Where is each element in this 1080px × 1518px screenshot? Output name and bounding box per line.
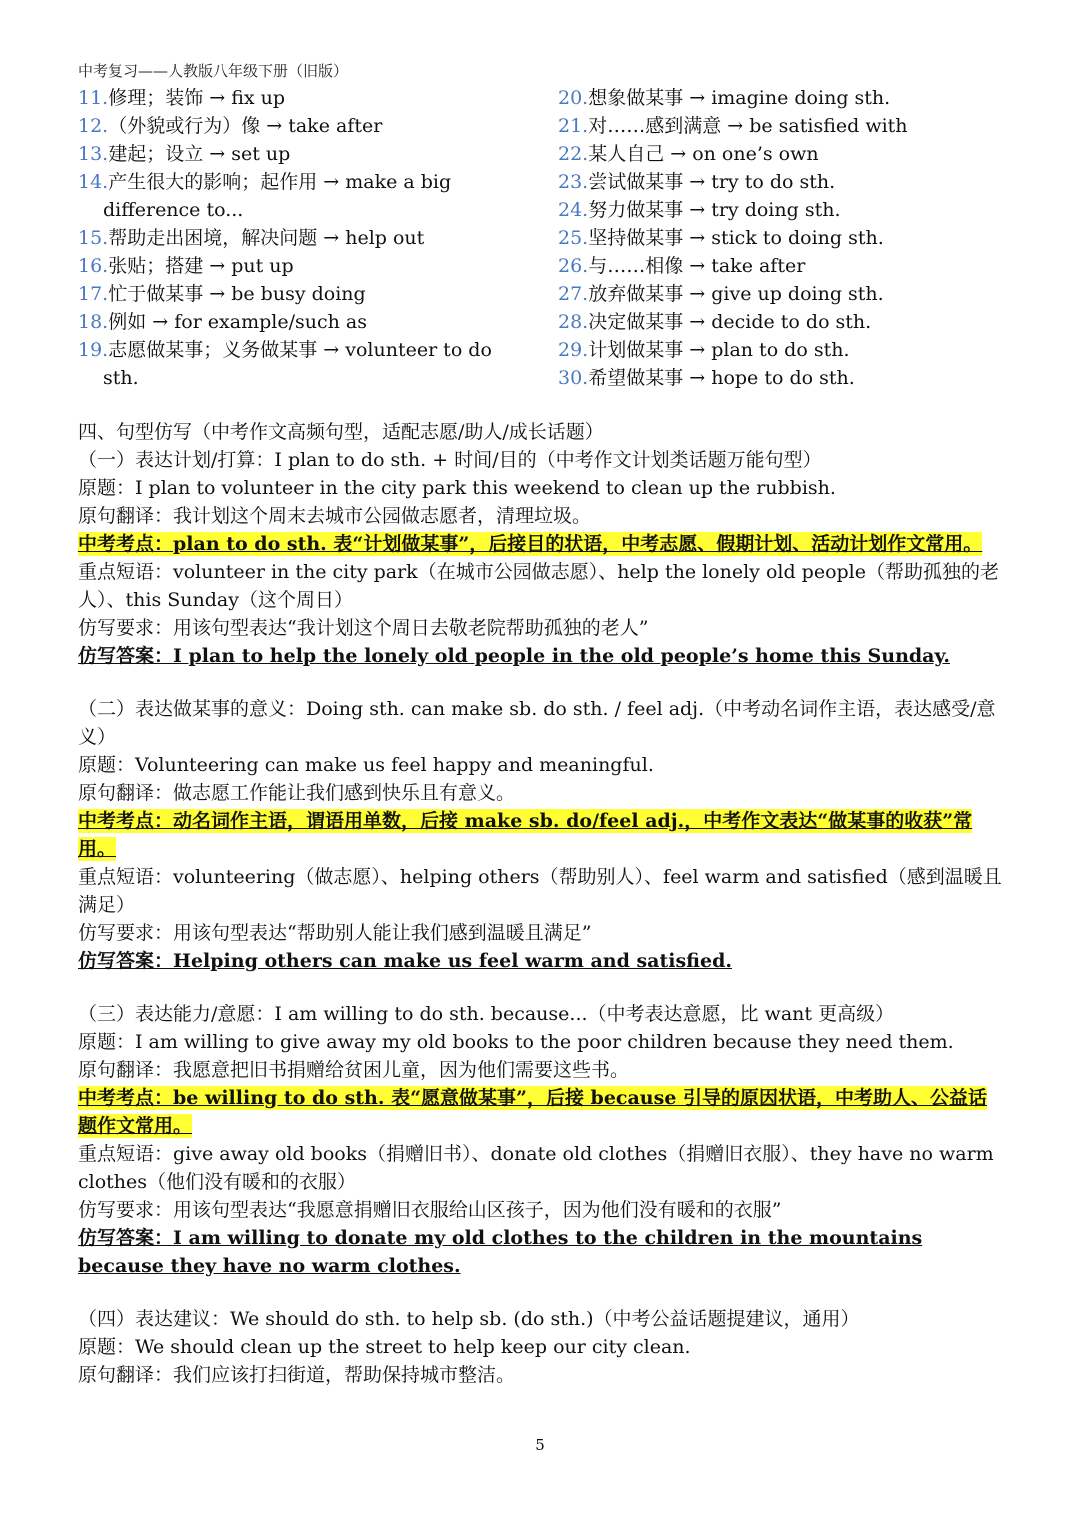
vocab-item [78,84,528,112]
item-text: （外貌或行为）像 → take after [108,115,383,137]
item-text: 坚持做某事 → stick to doing sth. [588,227,884,249]
item-number: 18. [78,311,109,333]
item-text: 建起；设立 → set up [108,143,291,165]
imitation-answer: 仿写答案：Helping others can make us feel warm and satisfied. [78,950,732,972]
vocab-item [558,308,1008,336]
item-number: 26. [558,255,589,277]
item-text: 想象做某事 → imagine doing sth. [588,87,891,109]
item-text: 志愿做某事；义务做某事 → volunteer to do sth. [103,339,492,389]
vocab-item [558,168,1008,196]
item-text: 与……相像 → take after [588,255,806,277]
subsection-heading: （二）表达做某事的意义：Doing sth. can make sb. do sth. / feel adj.（中考动名词作主语，表达感受/意义） [78,698,996,748]
vocab-item [558,336,1008,364]
item-text: 例如 → for example/such as [108,311,367,333]
item-text: 产生很大的影响；起作用 → make a big difference to... [103,171,452,221]
vocab-item [558,252,1008,280]
original-sentence: 原题：We should clean up the street to help keep our city clean. [78,1336,691,1358]
item-text: 张贴；搭建 → put up [108,255,294,277]
subsection-heading: （三）表达能力/意愿：I am willing to do sth. because...（中考表达意愿，比 want 更高级） [78,1003,895,1025]
item-number: 29. [558,339,589,361]
item-number: 22. [558,143,589,165]
item-number: 23. [558,171,589,193]
vocab-item [78,140,528,168]
item-number: 24. [558,199,589,221]
item-text: 修理；装饰 → fix up [108,87,286,109]
vocab-item [78,280,528,308]
vocab-item [558,140,1008,168]
original-translation: 原句翻译：我愿意把旧书捐赠给贫困儿童，因为他们需要这些书。 [78,1059,630,1081]
item-number: 28. [558,311,589,333]
subsection-1 [78,446,1003,670]
item-number: 30. [558,367,589,389]
page-header: 中考复习——人教版八年级下册（旧版） [78,62,349,80]
item-text: 帮助走出困境，解决问题 → help out [108,227,425,249]
imitation-requirement: 仿写要求：用该句型表达“我愿意捐赠旧衣服给山区孩子，因为他们没有暖和的衣服” [78,1199,782,1221]
vocab-item [78,112,528,140]
exam-key-point: 中考考点：be willing to do sth. 表“愿意做某事”，后接 because 引导的原因状语，中考助人、公益话题作文常用。 [78,1087,988,1137]
item-number: 11. [78,87,109,109]
original-sentence: 原题：I plan to volunteer in the city park this weekend to clean up the rubbish. [78,477,836,499]
original-translation: 原句翻译：我计划这个周末去城市公园做志愿者，清理垃圾。 [78,505,592,527]
item-number: 20. [558,87,589,109]
vocab-item [558,84,1008,112]
vocab-item [558,280,1008,308]
item-number: 14. [78,171,109,193]
exam-key-point: 中考考点：plan to do sth. 表“计划做某事”，后接目的状语，中考志愿、假期计划、活动计划作文常用。 [78,533,983,555]
item-text: 尝试做某事 → try to do sth. [588,171,836,193]
item-number: 19. [78,339,109,361]
subsection-3 [78,1000,1003,1280]
item-number: 27. [558,283,589,305]
item-number: 15. [78,227,109,249]
vocab-item [78,308,528,336]
subsection-heading: （四）表达建议：We should do sth. to help sb. (do sth.)（中考公益话题提建议，通用） [78,1308,860,1330]
original-sentence: 原题：Volunteering can make us feel happy and meaningful. [78,754,654,776]
vocab-item [558,112,1008,140]
imitation-answer: 仿写答案：I plan to help the lonely old people in the old people’s home this Sunday. [78,645,950,667]
item-number: 16. [78,255,109,277]
vocab-item [78,168,528,224]
key-phrases: 重点短语：volunteer in the city park（在城市公园做志愿）、help the lonely old people（帮助孤独的老人）、this Sunday（这个周日） [78,561,1000,611]
item-number: 12. [78,115,109,137]
original-translation: 原句翻译：我们应该打扫街道，帮助保持城市整洁。 [78,1364,516,1386]
exam-key-point: 中考考点：动名词作主语，谓语用单数，后接 make sb. do/feel adj.，中考作文表达“做某事的收获”常用。 [78,810,973,860]
imitation-requirement: 仿写要求：用该句型表达“帮助别人能让我们感到温暖且满足” [78,922,592,944]
vocab-item [558,224,1008,252]
item-number: 25. [558,227,589,249]
vocab-item [78,252,528,280]
item-text: 希望做某事 → hope to do sth. [588,367,855,389]
item-text: 忙于做某事 → be busy doing [108,283,366,305]
vocab-item [558,196,1008,224]
item-text: 放弃做某事 → give up doing sth. [588,283,884,305]
subsection-heading: （一）表达计划/打算：I plan to do sth. + 时间/目的（中考作文计划类话题万能句型） [78,449,822,471]
vocab-list-left [78,84,528,392]
item-text: 努力做某事 → try doing sth. [588,199,841,221]
vocab-list-right [558,84,1008,392]
item-number: 21. [558,115,589,137]
item-text: 对……感到满意 → be satisfied with [588,115,908,137]
original-sentence: 原题：I am willing to give away my old books to the poor children because they need them. [78,1031,954,1053]
page-number: 5 [535,1436,545,1454]
subsection-4 [78,1305,1003,1389]
item-text: 计划做某事 → plan to do sth. [588,339,850,361]
item-number: 13. [78,143,109,165]
key-phrases: 重点短语：give away old books（捐赠旧书）、donate old clothes（捐赠旧衣服）、they have no warm clothes（他们没有暖和的衣服） [78,1143,994,1193]
item-number: 17. [78,283,109,305]
imitation-answer: 仿写答案：I am willing to donate my old clothes to the children in the mountains because they have no warm clothes. [78,1227,923,1277]
vocab-item [78,336,528,392]
key-phrases: 重点短语：volunteering（做志愿）、helping others（帮助别人）、feel warm and satisfied（感到温暖且满足） [78,866,1002,916]
sentence-patterns-section [78,418,1003,1389]
vocab-item [558,364,1008,392]
item-text: 决定做某事 → decide to do sth. [588,311,872,333]
vocab-item [78,224,528,252]
subsection-2 [78,695,1003,975]
original-translation: 原句翻译：做志愿工作能让我们感到快乐且有意义。 [78,782,516,804]
imitation-requirement: 仿写要求：用该句型表达“我计划这个周日去敬老院帮助孤独的老人” [78,617,649,639]
section-title: 四、句型仿写（中考作文高频句型，适配志愿/助人/成长话题） [78,421,604,443]
item-text: 某人自己 → on one’s own [588,143,819,165]
